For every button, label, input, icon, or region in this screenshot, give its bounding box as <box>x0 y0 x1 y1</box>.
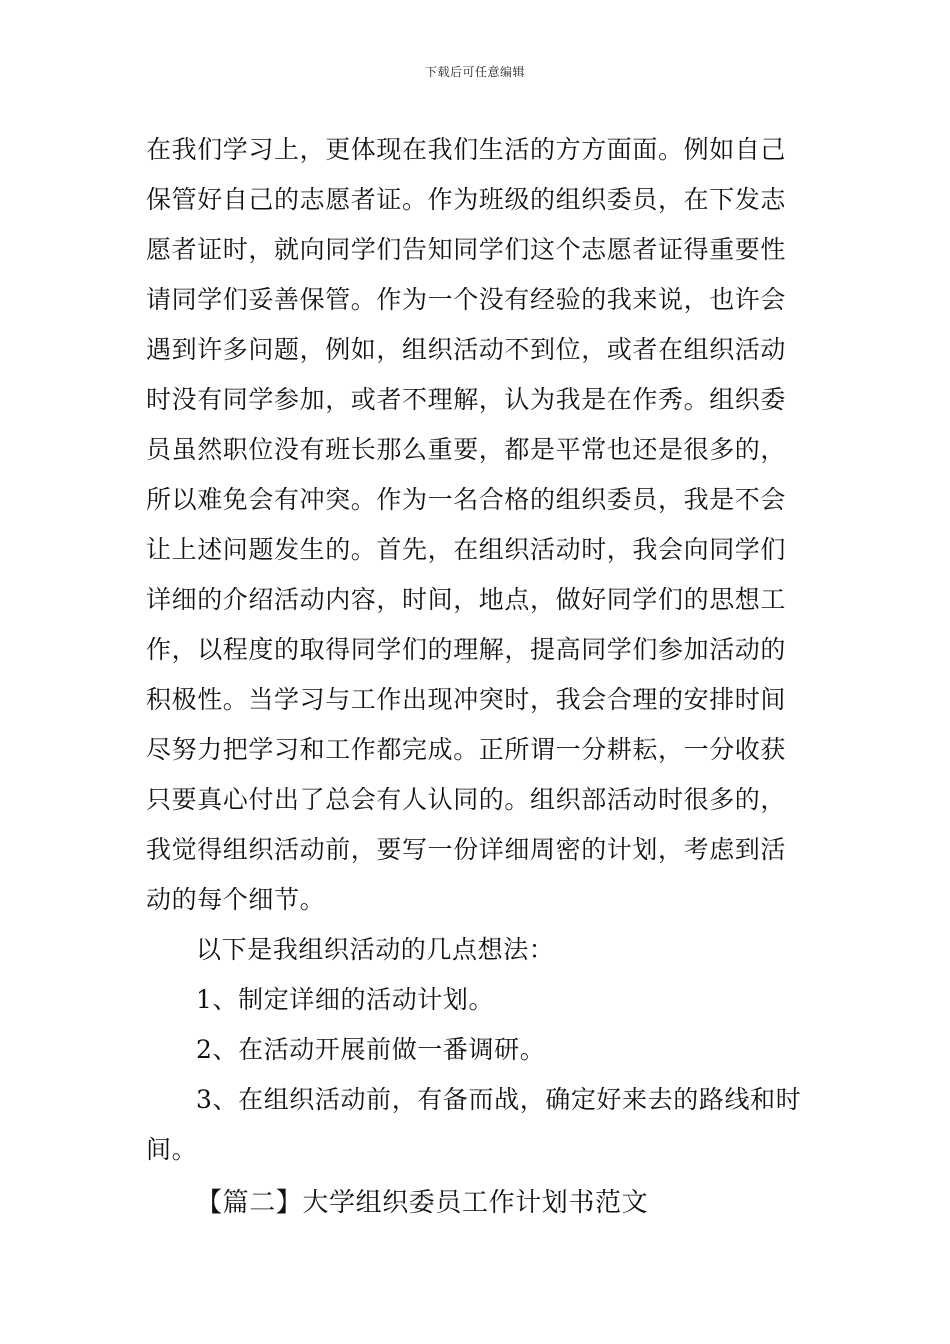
paragraph-line: 详细的介绍活动内容，时间，地点，做好同学们的思想工 <box>146 585 787 614</box>
paragraph-line: 愿者证时，就向同学们告知同学们这个志愿者证得重要性 <box>146 235 787 264</box>
list-item: 2、在活动开展前做一番调研。 <box>196 1035 546 1064</box>
paragraph-line: 让上述问题发生的。首先，在组织活动时，我会向同学们 <box>146 535 787 564</box>
page-header: 下载后可任意编辑 <box>424 65 525 79</box>
paragraph-line: 遇到许多问题，例如，组织活动不到位，或者在组织活动 <box>146 335 787 364</box>
paragraph-line: 我觉得组织活动前，要写一份详细周密的计划，考虑到活 <box>146 835 787 864</box>
section-heading: 【篇二】大学组织委员工作计划书范文 <box>196 1188 649 1218</box>
paragraph-line: 请同学们妥善保管。作为一个没有经验的我来说，也许会 <box>146 285 787 314</box>
ideas-list <box>146 925 808 1175</box>
paragraph-line: 在我们学习上，更体现在我们生活的方方面面。例如自己 <box>146 135 787 164</box>
paragraph-line: 作，以程度的取得同学们的理解，提高同学们参加活动的 <box>146 635 787 664</box>
paragraph-line: 动的每个细节。 <box>146 885 326 914</box>
list-item: 1、制定详细的活动计划。 <box>196 985 495 1014</box>
paragraph-line: 所以难免会有冲突。作为一名合格的组织委员，我是不会 <box>146 485 787 514</box>
paragraph-line: 尽努力把学习和工作都完成。正所谓一分耕耘，一分收获 <box>146 735 787 764</box>
paragraph-line: 时没有同学参加，或者不理解，认为我是在作秀。组织委 <box>146 385 787 414</box>
paragraph-line: 保管好自己的志愿者证。作为班级的组织委员，在下发志 <box>146 185 787 214</box>
paragraph-line: 员虽然职位没有班长那么重要，都是平常也还是很多的， <box>146 435 787 464</box>
paragraph-line: 只要真心付出了总会有人认同的。组织部活动时很多的， <box>146 785 787 814</box>
document-body <box>146 125 808 1231</box>
list-item: 3、在组织活动前，有备而战，确定好来去的路线和时 <box>196 1085 802 1114</box>
paragraph-line: 积极性。当学习与工作出现冲突时，我会合理的安排时间 <box>146 685 787 714</box>
ideas-intro: 以下是我组织活动的几点想法： <box>196 935 555 964</box>
main-paragraph <box>146 125 808 925</box>
list-item-continuation: 间。 <box>146 1135 198 1164</box>
